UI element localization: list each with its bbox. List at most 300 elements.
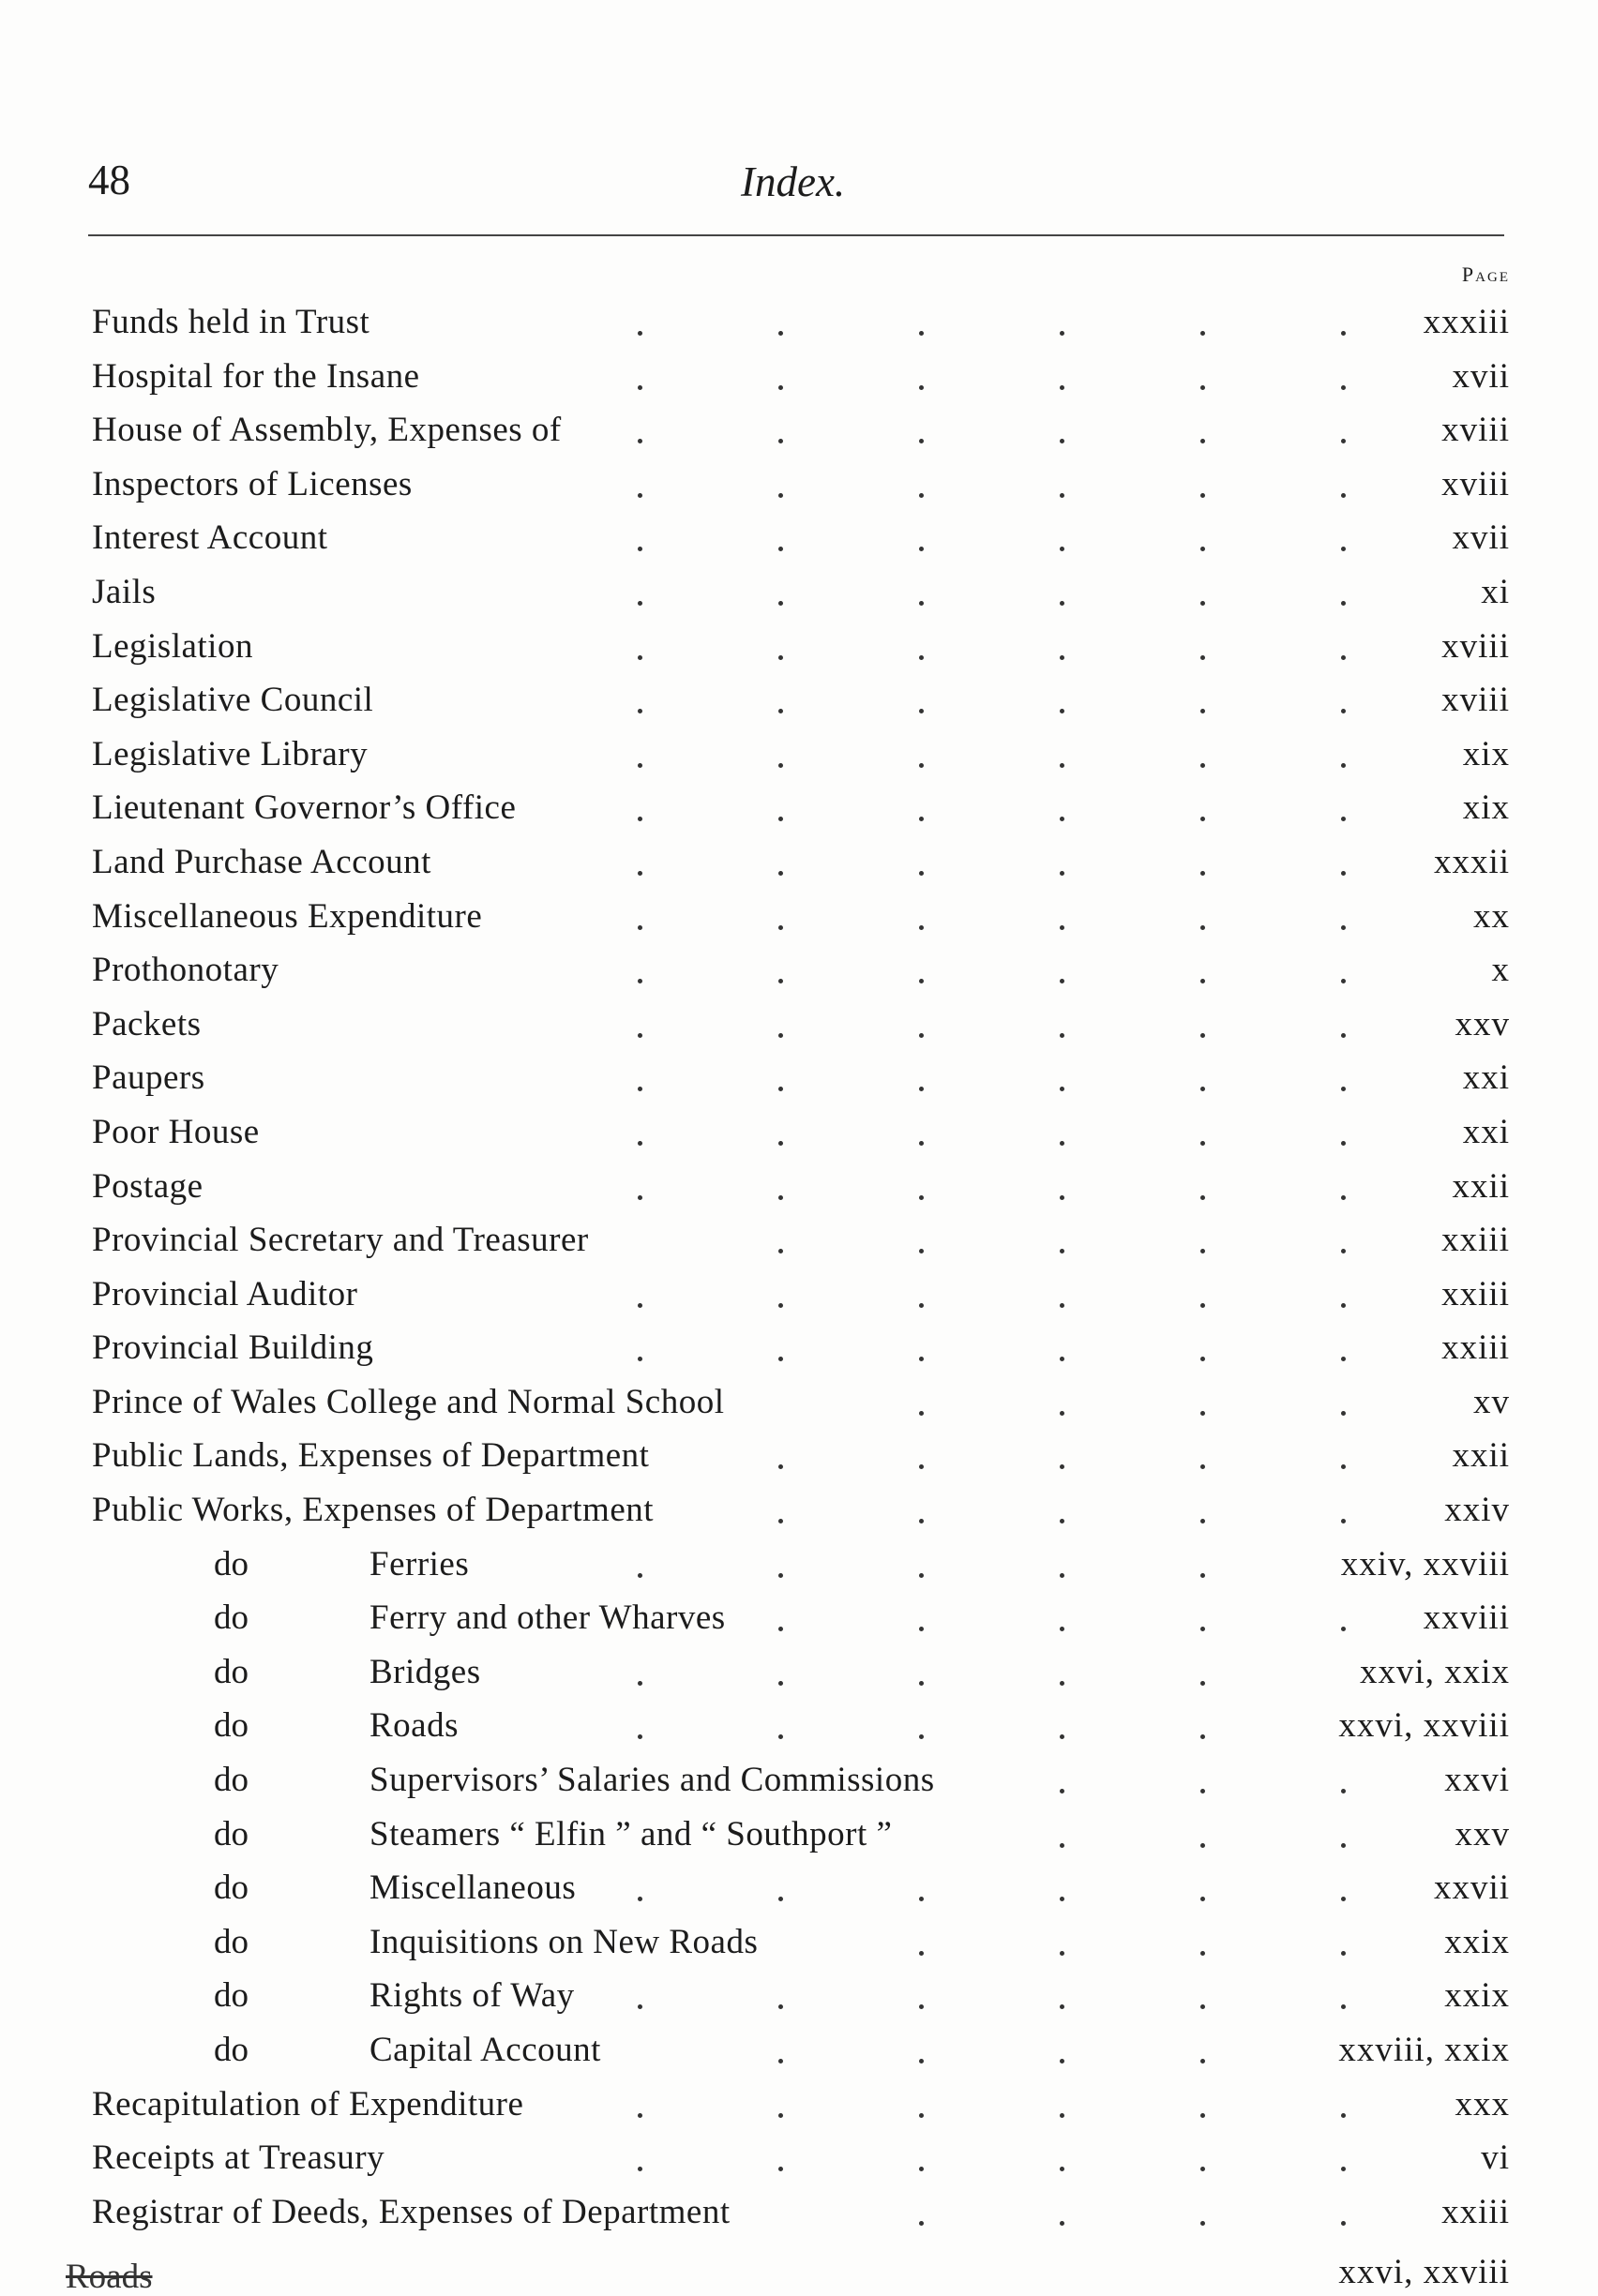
leader-dot [638, 925, 642, 930]
leader-dot [778, 2113, 783, 2118]
leader-dot [919, 1951, 924, 1956]
entry-pages: xx [1473, 896, 1510, 936]
dot-leader [0, 1268, 1598, 1322]
index-entry [0, 943, 1598, 998]
entry-label: Postage [92, 1166, 204, 1206]
leader-dot [778, 979, 783, 983]
leader-dot [638, 1734, 642, 1739]
entry-pages: xvii [1452, 518, 1510, 558]
entry-sublabel: Roads [369, 1706, 459, 1746]
leader-dot [1060, 2004, 1064, 2009]
leader-dot [919, 2167, 924, 2171]
index-entry [0, 998, 1598, 1052]
leader-dot [1200, 655, 1205, 660]
entry-label: Interest Account [92, 518, 328, 558]
leader-dot [1341, 385, 1346, 390]
leader-dot [1200, 817, 1205, 821]
leader-dot [638, 439, 642, 443]
leader-dot [919, 331, 924, 336]
entry-pages: xix [1462, 734, 1510, 773]
entry-pages: vi [1481, 2138, 1510, 2178]
leader-dot [919, 439, 924, 443]
leader-dot [919, 601, 924, 606]
running-title: Index. [741, 158, 846, 205]
dot-leader [0, 1051, 1598, 1105]
leader-dot [1060, 1627, 1064, 1631]
leader-dot [1060, 1681, 1064, 1686]
index-entry [0, 458, 1598, 512]
leader-dot [1341, 1411, 1346, 1416]
entry-pages: xvii [1452, 356, 1510, 396]
leader-dot [1060, 1573, 1064, 1578]
leader-dot [778, 655, 783, 660]
entry-label: Inspectors of Licenses [92, 464, 413, 503]
leader-dot [778, 1681, 783, 1686]
leader-dot [1341, 331, 1346, 336]
leader-dot [1200, 1303, 1205, 1308]
entry-pages: xxiv [1444, 1491, 1510, 1530]
index-entry [0, 1051, 1598, 1105]
entry-pages: xxx [1455, 2084, 1510, 2123]
dot-leader [0, 1753, 1598, 1808]
leader-dot [1200, 2059, 1205, 2063]
index-entries [0, 295, 1598, 2239]
leader-dot [919, 1195, 924, 1200]
index-entry [0, 620, 1598, 674]
entry-label: Receipts at Treasury [92, 2138, 385, 2178]
entry-pages: xxv [1455, 1004, 1510, 1043]
leader-dot [778, 1141, 783, 1146]
index-entry [0, 1699, 1598, 1753]
leader-dot [1060, 925, 1064, 930]
entry-label: Poor House [92, 1112, 260, 1151]
leader-dot [638, 385, 642, 390]
index-entry [0, 1808, 1598, 1862]
leader-dot [919, 493, 924, 498]
leader-dot [1200, 2221, 1205, 2226]
index-entry [0, 1429, 1598, 1483]
leader-dot [1341, 1627, 1346, 1631]
leader-dot [1200, 1357, 1205, 1361]
leader-dot [1200, 925, 1205, 930]
leader-dot [919, 1141, 924, 1146]
leader-dot [1200, 1519, 1205, 1523]
index-entry [0, 781, 1598, 835]
leader-dot [1341, 1303, 1346, 1308]
leader-dot [1341, 1519, 1346, 1523]
entry-label: Provincial Auditor [92, 1274, 358, 1313]
leader-dot [1060, 1789, 1064, 1793]
entry-pages: xxvi [1444, 1761, 1510, 1800]
leader-dot [1341, 1464, 1346, 1469]
entry-label: Provincial Building [92, 1328, 374, 1368]
leader-dot [1341, 493, 1346, 498]
index-entry [0, 1375, 1598, 1430]
index-entry [0, 1538, 1598, 1592]
dot-leader [0, 728, 1598, 782]
leader-dot [1060, 1195, 1064, 1200]
leader-dot [778, 1087, 783, 1091]
leader-dot [778, 385, 783, 390]
leader-dot [1341, 1843, 1346, 1848]
dot-leader [0, 1160, 1598, 1214]
leader-dot [919, 547, 924, 551]
entry-pages: xxiii [1441, 1274, 1510, 1313]
dot-leader [0, 1483, 1598, 1538]
entry-label: Registrar of Deeds, Expenses of Department [92, 2192, 731, 2231]
dot-leader [0, 350, 1598, 404]
leader-dot [778, 817, 783, 821]
index-entry [0, 1915, 1598, 1970]
leader-dot [778, 1627, 783, 1631]
leader-dot [919, 1734, 924, 1739]
cut-off-entry-pages: xxvi, xxviii [1338, 2253, 1510, 2291]
leader-dot [919, 817, 924, 821]
leader-dot [919, 2113, 924, 2118]
leader-dot [1200, 2113, 1205, 2118]
dot-leader [0, 565, 1598, 620]
leader-dot [778, 439, 783, 443]
entry-label: Miscellaneous Expenditure [92, 896, 483, 936]
dot-leader [0, 295, 1598, 350]
leader-dot [1060, 601, 1064, 606]
index-entry [0, 1483, 1598, 1538]
entry-pages: xxiii [1441, 1221, 1510, 1260]
entry-pages: xxviii [1423, 1598, 1510, 1638]
leader-dot [638, 655, 642, 660]
leader-dot [778, 1897, 783, 1901]
index-entry [0, 350, 1598, 404]
ditto-mark: do [214, 1598, 249, 1638]
leader-dot [638, 1303, 642, 1308]
entry-pages: xviii [1441, 411, 1510, 450]
index-entry [0, 1645, 1598, 1700]
index-entry [0, 890, 1598, 944]
leader-dot [1341, 1789, 1346, 1793]
leader-dot [919, 1087, 924, 1091]
leader-dot [638, 1033, 642, 1038]
entry-pages: xix [1462, 788, 1510, 828]
leader-dot [919, 1627, 924, 1631]
ditto-mark: do [214, 1652, 249, 1691]
dot-leader [0, 943, 1598, 998]
index-entry [0, 1861, 1598, 1915]
leader-dot [1060, 2221, 1064, 2226]
ditto-mark: do [214, 1761, 249, 1800]
entry-label: Prince of Wales College and Normal School [92, 1382, 725, 1421]
index-entry [0, 728, 1598, 782]
leader-dot [778, 1033, 783, 1038]
leader-dot [778, 1195, 783, 1200]
entry-pages: xxvi, xxviii [1338, 1706, 1510, 1746]
entry-label: Legislative Council [92, 681, 374, 720]
leader-dot [1060, 385, 1064, 390]
leader-dot [638, 547, 642, 551]
leader-dot [1060, 1411, 1064, 1416]
leader-dot [1060, 547, 1064, 551]
index-entry [0, 295, 1598, 350]
leader-dot [638, 709, 642, 713]
leader-dot [638, 1087, 642, 1091]
entry-label: Legislation [92, 626, 253, 666]
leader-dot [919, 1681, 924, 1686]
index-entry [0, 565, 1598, 620]
entry-pages: xxi [1462, 1058, 1510, 1098]
leader-dot [919, 1249, 924, 1253]
leader-dot [1341, 2221, 1346, 2226]
leader-dot [1200, 1789, 1205, 1793]
leader-dot [1341, 1897, 1346, 1901]
leader-dot [919, 709, 924, 713]
leader-dot [638, 1141, 642, 1146]
leader-dot [1060, 1951, 1064, 1956]
leader-dot [1200, 1573, 1205, 1578]
dot-leader [0, 1861, 1598, 1915]
dot-leader [0, 1591, 1598, 1645]
leader-dot [919, 385, 924, 390]
leader-dot [919, 655, 924, 660]
entry-sublabel: Supervisors’ Salaries and Commissions [369, 1761, 935, 1800]
leader-dot [638, 1573, 642, 1578]
index-entry [0, 1213, 1598, 1268]
leader-dot [1060, 2059, 1064, 2063]
leader-dot [1341, 763, 1346, 768]
entry-label: Hospital for the Insane [92, 356, 420, 396]
leader-dot [1060, 1357, 1064, 1361]
dot-leader [0, 620, 1598, 674]
ditto-mark: do [214, 1922, 249, 1961]
leader-dot [1200, 493, 1205, 498]
cut-off-entry-label: Roads [66, 2258, 153, 2296]
entry-label: Lieutenant Governor’s Office [92, 788, 517, 828]
leader-dot [1200, 1951, 1205, 1956]
leader-dot [1060, 2113, 1064, 2118]
leader-dot [1060, 871, 1064, 876]
entry-label: Public Works, Expenses of Department [92, 1491, 655, 1530]
leader-dot [778, 2167, 783, 2171]
leader-dot [919, 1897, 924, 1901]
entry-label: Funds held in Trust [92, 303, 370, 341]
dot-leader [0, 1808, 1598, 1862]
leader-dot [1060, 1734, 1064, 1739]
entry-label: Legislative Library [92, 734, 369, 773]
leader-dot [638, 763, 642, 768]
leader-dot [1060, 1897, 1064, 1901]
leader-dot [1200, 2167, 1205, 2171]
leader-dot [1200, 1843, 1205, 1848]
entry-label: Recapitulation of Expenditure [92, 2084, 524, 2123]
index-entry [0, 1969, 1598, 2023]
index-entry [0, 1591, 1598, 1645]
leader-dot [778, 1734, 783, 1739]
leader-dot [778, 925, 783, 930]
leader-dot [1200, 547, 1205, 551]
leader-dot [1060, 763, 1064, 768]
leader-dot [919, 871, 924, 876]
leader-dot [919, 1033, 924, 1038]
leader-dot [638, 871, 642, 876]
entry-pages: xviii [1441, 464, 1510, 503]
leader-dot [778, 1464, 783, 1469]
dot-leader [0, 835, 1598, 890]
leader-dot [1200, 1464, 1205, 1469]
leader-dot [919, 763, 924, 768]
entry-pages: xxii [1452, 1166, 1510, 1206]
ditto-mark: do [214, 1544, 249, 1583]
entry-pages: xxix [1444, 1976, 1510, 2016]
dot-leader [0, 403, 1598, 458]
entry-pages: xxiii [1441, 2192, 1510, 2231]
leader-dot [919, 925, 924, 930]
page-column-header: Page [1461, 263, 1510, 286]
dot-leader [0, 998, 1598, 1052]
entry-label: Public Lands, Expenses of Department [92, 1436, 650, 1476]
leader-dot [1060, 1141, 1064, 1146]
leader-dot [1341, 2113, 1346, 2118]
leader-dot [1200, 709, 1205, 713]
index-entry [0, 2023, 1598, 2078]
leader-dot [638, 331, 642, 336]
entry-pages: xxviii, xxix [1338, 2031, 1510, 2069]
leader-dot [1200, 331, 1205, 336]
leader-dot [1060, 1843, 1064, 1848]
leader-dot [919, 1357, 924, 1361]
leader-dot [919, 2221, 924, 2226]
dot-leader [0, 458, 1598, 512]
leader-dot [778, 1249, 783, 1253]
leader-dot [778, 763, 783, 768]
dot-leader [0, 673, 1598, 728]
leader-dot [1200, 1897, 1205, 1901]
entry-sublabel: Inquisitions on New Roads [369, 1922, 759, 1961]
leader-dot [1341, 1087, 1346, 1091]
leader-dot [1060, 817, 1064, 821]
leader-dot [638, 2167, 642, 2171]
dot-leader [0, 1105, 1598, 1160]
entry-sublabel: Bridges [369, 1652, 481, 1691]
entry-label: Packets [92, 1004, 202, 1043]
leader-dot [1341, 1033, 1346, 1038]
index-entry [0, 403, 1598, 458]
entry-pages: xviii [1441, 626, 1510, 666]
leader-dot [1200, 1734, 1205, 1739]
leader-dot [1060, 2167, 1064, 2171]
entry-pages: xxv [1455, 1814, 1510, 1853]
leader-dot [638, 493, 642, 498]
leader-dot [1200, 1411, 1205, 1416]
index-entry [0, 2078, 1598, 2132]
index-entry [0, 1321, 1598, 1375]
leader-dot [1200, 601, 1205, 606]
leader-dot [1200, 439, 1205, 443]
leader-dot [1341, 439, 1346, 443]
leader-dot [1341, 1141, 1346, 1146]
entry-pages: xxiv, xxviii [1340, 1544, 1510, 1583]
leader-dot [778, 601, 783, 606]
leader-dot [919, 979, 924, 983]
leader-dot [1341, 1249, 1346, 1253]
leader-dot [1060, 1303, 1064, 1308]
leader-dot [638, 601, 642, 606]
leader-dot [778, 1357, 783, 1361]
leader-dot [1341, 1195, 1346, 1200]
leader-dot [1060, 1464, 1064, 1469]
leader-dot [638, 817, 642, 821]
leader-dot [778, 331, 783, 336]
dot-leader [0, 511, 1598, 565]
dot-leader [0, 890, 1598, 944]
leader-dot [1060, 709, 1064, 713]
entry-label: House of Assembly, Expenses of [92, 411, 562, 450]
leader-dot [1341, 655, 1346, 660]
leader-dot [638, 1681, 642, 1686]
entry-pages: x [1491, 951, 1510, 990]
entry-label: Land Purchase Account [92, 842, 431, 881]
entry-pages: xxxiii [1423, 303, 1510, 341]
ditto-mark: do [214, 1868, 249, 1908]
dot-leader [0, 1213, 1598, 1268]
leader-dot [1060, 1249, 1064, 1253]
entry-label: Jails [92, 572, 157, 611]
entry-label: Paupers [92, 1058, 205, 1098]
leader-dot [1341, 925, 1346, 930]
leader-dot [1341, 547, 1346, 551]
ditto-mark: do [214, 1976, 249, 2016]
leader-dot [1060, 1087, 1064, 1091]
dot-leader [0, 1969, 1598, 2023]
entry-pages: xi [1481, 572, 1510, 611]
leader-dot [919, 1303, 924, 1308]
leader-dot [1200, 1249, 1205, 1253]
leader-dot [919, 2004, 924, 2009]
leader-dot [778, 709, 783, 713]
entry-pages: xv [1473, 1382, 1510, 1421]
leader-dot [778, 1573, 783, 1578]
leader-dot [1341, 2167, 1346, 2171]
leader-dot [1200, 1033, 1205, 1038]
leader-dot [1060, 1519, 1064, 1523]
ditto-mark: do [214, 1706, 249, 1746]
entry-pages: xxvi, xxix [1359, 1652, 1510, 1691]
index-entry [0, 2131, 1598, 2185]
leader-dot [1200, 763, 1205, 768]
leader-dot [1341, 1357, 1346, 1361]
entry-sublabel: Capital Account [369, 2031, 601, 2069]
index-entry [0, 673, 1598, 728]
leader-dot [1341, 2004, 1346, 2009]
index-entry [0, 1753, 1598, 1808]
leader-dot [1341, 1951, 1346, 1956]
leader-dot [1341, 601, 1346, 606]
entry-pages: xxiii [1441, 1328, 1510, 1368]
leader-dot [1341, 817, 1346, 821]
entry-pages: xxvii [1433, 1868, 1510, 1908]
leader-dot [1200, 1195, 1205, 1200]
leader-dot [1200, 385, 1205, 390]
entry-sublabel: Steamers “ Elfin ” and “ Southport ” [369, 1814, 893, 1853]
dot-leader [0, 2185, 1598, 2240]
leader-dot [778, 1519, 783, 1523]
leader-dot [638, 1195, 642, 1200]
leader-dot [1200, 1087, 1205, 1091]
leader-dot [638, 1897, 642, 1901]
dot-leader [0, 2131, 1598, 2185]
leader-dot [919, 1519, 924, 1523]
index-entry [0, 2185, 1598, 2240]
index-entry [0, 1105, 1598, 1160]
ditto-mark: do [214, 2031, 249, 2069]
index-entry [0, 835, 1598, 890]
